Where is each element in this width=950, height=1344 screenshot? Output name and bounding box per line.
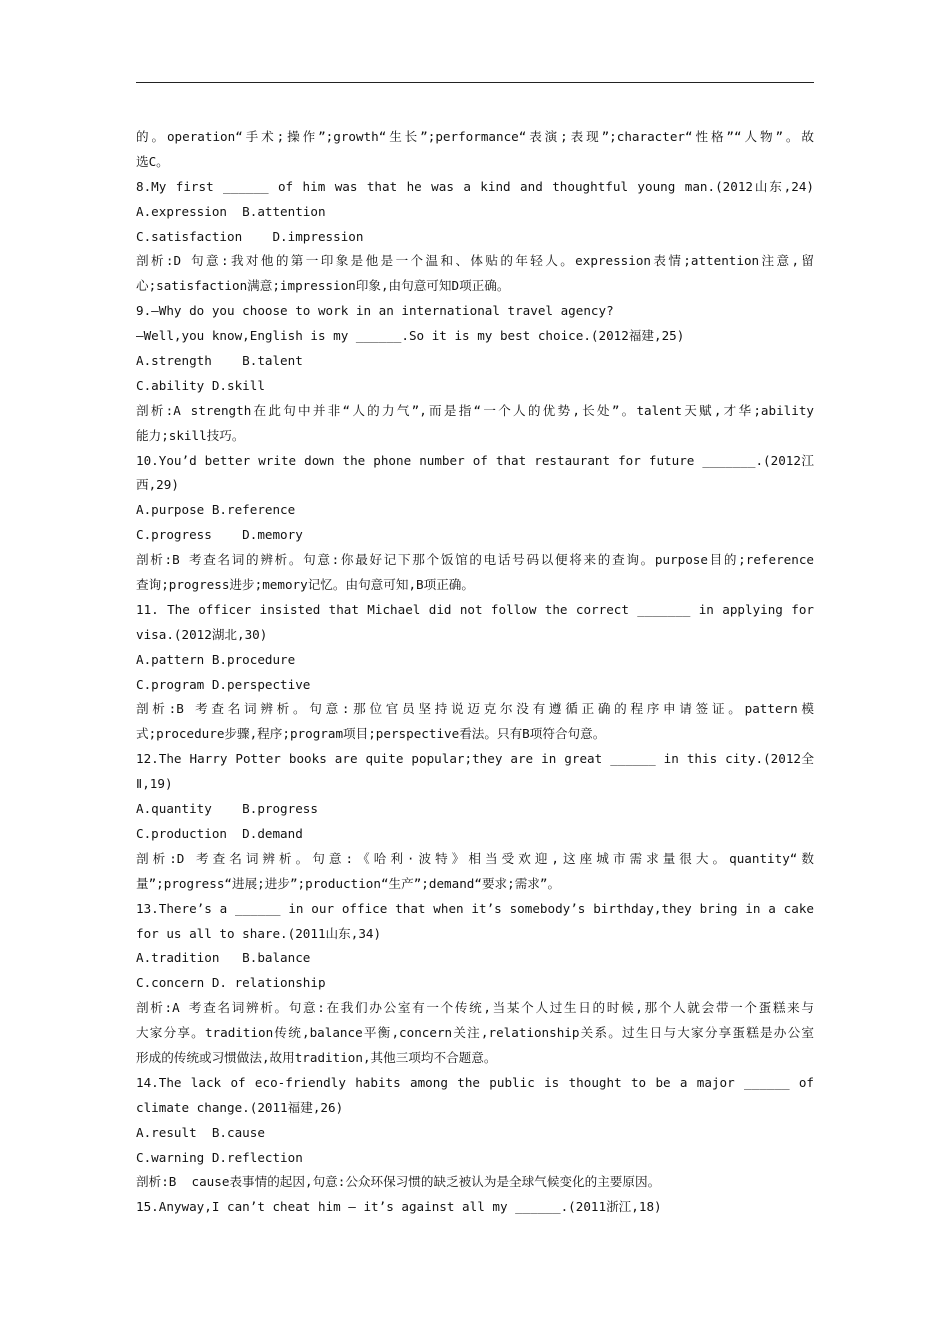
text-line: 心;satisfaction满意;impression印象,由句意可知D项正确。 <box>136 278 510 294</box>
text-line: 剖析:A 考查名词辨析。句意:在我们办公室有一个传统,当某个人过生日的时候,那个人就会带一个蛋糕来与 <box>136 1000 814 1016</box>
text-line: C.satisfaction D.impression <box>136 228 364 244</box>
text-line: 选C。 <box>136 153 169 169</box>
header-rule <box>136 82 814 83</box>
text-line: 剖析:B cause表事情的起因,句意:公众环保习惯的缺乏被认为是全球气候变化的主要原因。 <box>136 1174 661 1190</box>
text-line: A.tradition B.balance <box>136 950 311 966</box>
text-line: 剖析:B 考查名词的辨析。句意:你最好记下那个饭馆的电话号码以便将来的查询。purpose目的;reference <box>136 552 814 568</box>
text-line: 查询;progress进步;memory记忆。由句意可知,B项正确。 <box>136 577 474 593</box>
text-line: 13.There’s a ______ in our office that when it’s somebody’s birthday,they bring in a cake <box>136 900 814 916</box>
text-line: 形成的传统或习惯做法,故用tradition,其他三项均不合题意。 <box>136 1049 497 1065</box>
text-line: A.expression B.attention <box>136 203 326 219</box>
text-line: Ⅱ,19) <box>136 776 173 792</box>
text-line: C.program D.perspective <box>136 676 311 692</box>
text-line: C.ability D.skill <box>136 377 265 393</box>
text-line: C.progress D.memory <box>136 527 303 543</box>
text-line: 9.—Why do you choose to work in an international travel agency? <box>136 303 614 319</box>
text-line: C.warning D.reflection <box>136 1149 303 1165</box>
text-line: visa.(2012湖北,30) <box>136 626 268 642</box>
text-line: 式;procedure步骤,程序;program项目;perspective看法。只有B项符合句意。 <box>136 726 606 742</box>
text-line: 8.My first ______ of him was that he was a kind and thoughtful young man.(2012山东,24) <box>136 178 814 194</box>
text-line: 15.Anyway,I can’t cheat him — it’s against all my ______.(2011浙江,18) <box>136 1199 662 1215</box>
text-line: 的。operation“手术;操作”;growth“生长”;performance“表演;表现”;character“性格”“人物”。故 <box>136 129 814 144</box>
text-line: 11. The officer insisted that Michael did not follow the correct _______ in applying for <box>136 601 814 617</box>
text-line: climate change.(2011福建,26) <box>136 1099 344 1115</box>
text-line: A.strength B.talent <box>136 353 303 369</box>
text-line: A.quantity B.progress <box>136 801 318 817</box>
text-line: 10.You’d better write down the phone number of that restaurant for future _______.(2012江 <box>136 452 814 468</box>
text-line: 12.The Harry Potter books are quite popular;they are in great ______ in this city.(2012全 <box>136 751 814 767</box>
text-line: 剖析:B 考查名词辨析。句意:那位官员坚持说迈克尔没有遵循正确的程序申请签证。pattern模 <box>136 701 814 717</box>
document-body <box>136 125 814 1220</box>
text-line: A.pattern B.procedure <box>136 651 296 667</box>
text-line: 西,29) <box>136 477 179 493</box>
text-line: C.production D.demand <box>136 825 303 841</box>
text-line: 剖析:A strength在此句中并非“人的力气”,而是指“一个人的优势,长处”。talent天赋,才华;ability <box>136 402 814 418</box>
text-line: 量”;progress“进展;进步”;production“生产”;demand“要求;需求”。 <box>136 875 561 891</box>
text-line: C.concern D. relationship <box>136 975 326 991</box>
text-line: 14.The lack of eco-friendly habits among the public is thought to be a major ______ of <box>136 1074 814 1090</box>
text-line: —Well,you know,English is my ______.So it is my best choice.(2012福建,25) <box>136 328 685 344</box>
text-line: A.result B.cause <box>136 1124 265 1140</box>
text-line: for us all to share.(2011山东,34) <box>136 925 382 941</box>
text-line: 大家分享。tradition传统,balance平衡,concern关注,relationship关系。过生日与大家分享蛋糕是办公室 <box>136 1025 814 1041</box>
text-line: 剖析:D 句意:我对他的第一印象是他是一个温和、体贴的年轻人。expression表情;attention注意,留 <box>136 253 814 269</box>
text-line: 能力;skill技巧。 <box>136 427 245 443</box>
text-line: 剖析:D 考查名词辨析。句意:《哈利·波特》相当受欢迎,这座城市需求量很大。quantity“数 <box>136 850 814 866</box>
text-line: A.purpose B.reference <box>136 502 296 518</box>
